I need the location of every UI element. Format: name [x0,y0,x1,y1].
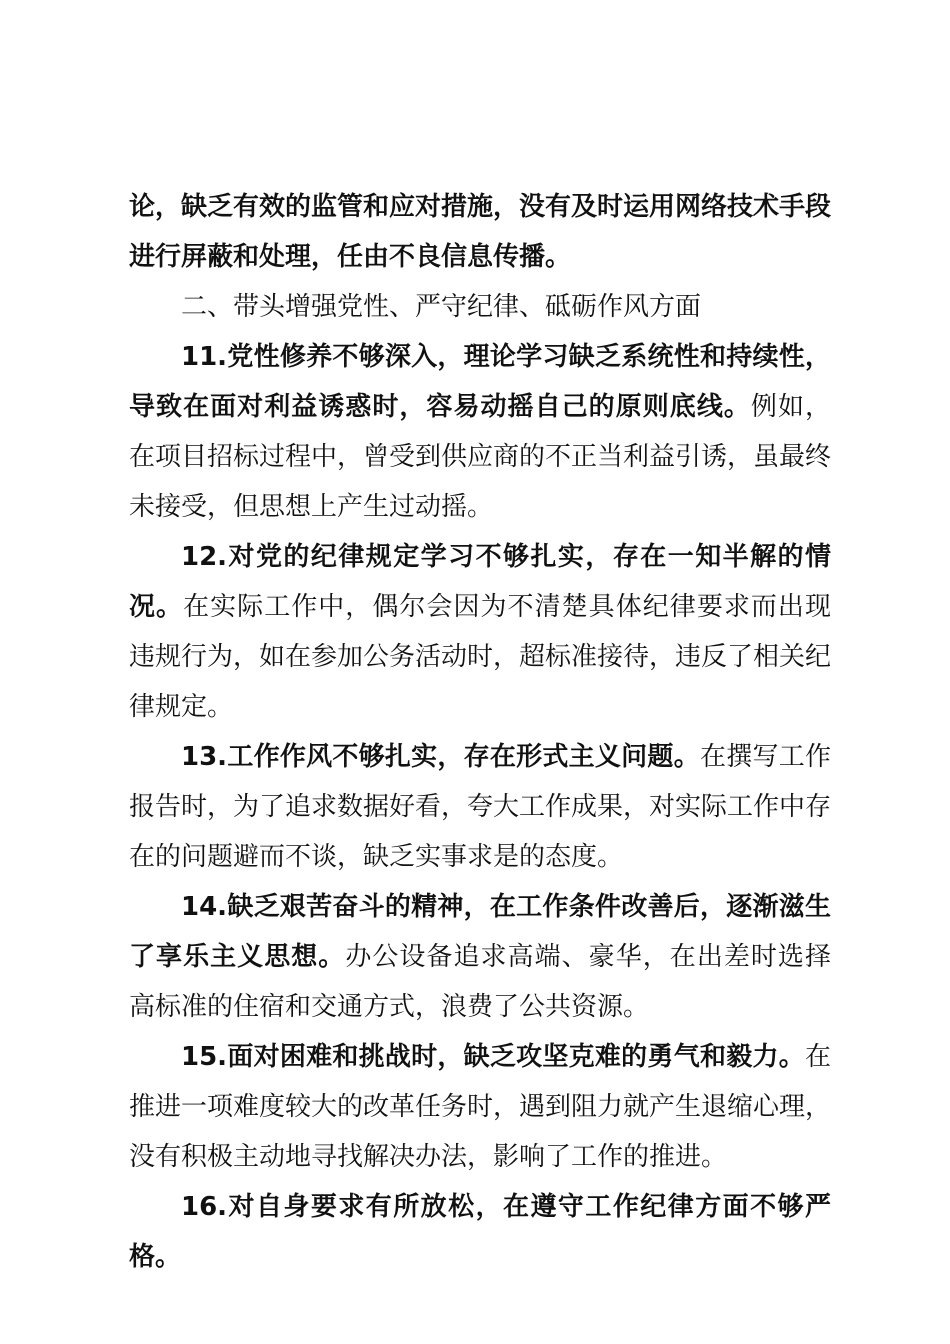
list-item-11 [129,332,831,532]
list-item-13 [129,732,831,882]
item-body: 在实际工作中，偶尔会因为不清楚具体纪律要求而出现违规行为，如在参加公务活动时，超标准接待，违反了相关纪律规定。 [129,592,832,722]
item-lead: 16.对自身要求有所放松，在遵守工作纪律方面不够严格。 [129,1192,831,1272]
list-item-15 [129,1032,831,1182]
item-lead: 12.对党的纪律规定学习不够扎实，存在一知半解的情况。 [129,542,831,622]
list-item-14 [129,882,831,1032]
item-body: 在推进一项难度较大的改革任务时，遇到阻力就产生退缩心理，没有积极主动地寻找解决办法，影响了工作的推进。 [129,1042,832,1172]
item-lead: 15.面对困难和挑战时，缺乏攻坚克难的勇气和毅力。 [181,1042,805,1072]
continuation-paragraph: 论，缺乏有效的监管和应对措施，没有及时运用网络技术手段进行屏蔽和处理，任由不良信息传播。 [129,192,832,272]
item-lead: 14.缺乏艰苦奋斗的精神，在工作条件改善后，逐渐滋生了享乐主义思想。 [129,892,831,972]
item-lead: 11.党性修养不够深入，理论学习缺乏系统性和持续性，导致在面对利益诱惑时，容易动摇自己的原则底线。 [129,342,831,422]
list-item-16 [129,1182,831,1282]
item-body: 办公设备追求高端、豪华，在出差时选择高标准的住宿和交通方式，浪费了公共资源。 [129,942,831,1022]
section-heading: 二、带头增强党性、严守纪律、砥砺作风方面 [181,292,702,322]
item-body: 例如，在项目招标过程中，曾受到供应商的不正当利益引诱，虽最终未接受，但思想上产生过动摇。 [129,392,832,522]
list-item-12 [129,532,831,732]
item-body: 在撰写工作报告时，为了追求数据好看，夸大工作成果，对实际工作中存在的问题避而不谈，缺乏实事求是的态度。 [129,742,832,872]
document-body [129,182,831,1282]
item-lead: 13.工作作风不够扎实，存在形式主义问题。 [181,742,700,772]
